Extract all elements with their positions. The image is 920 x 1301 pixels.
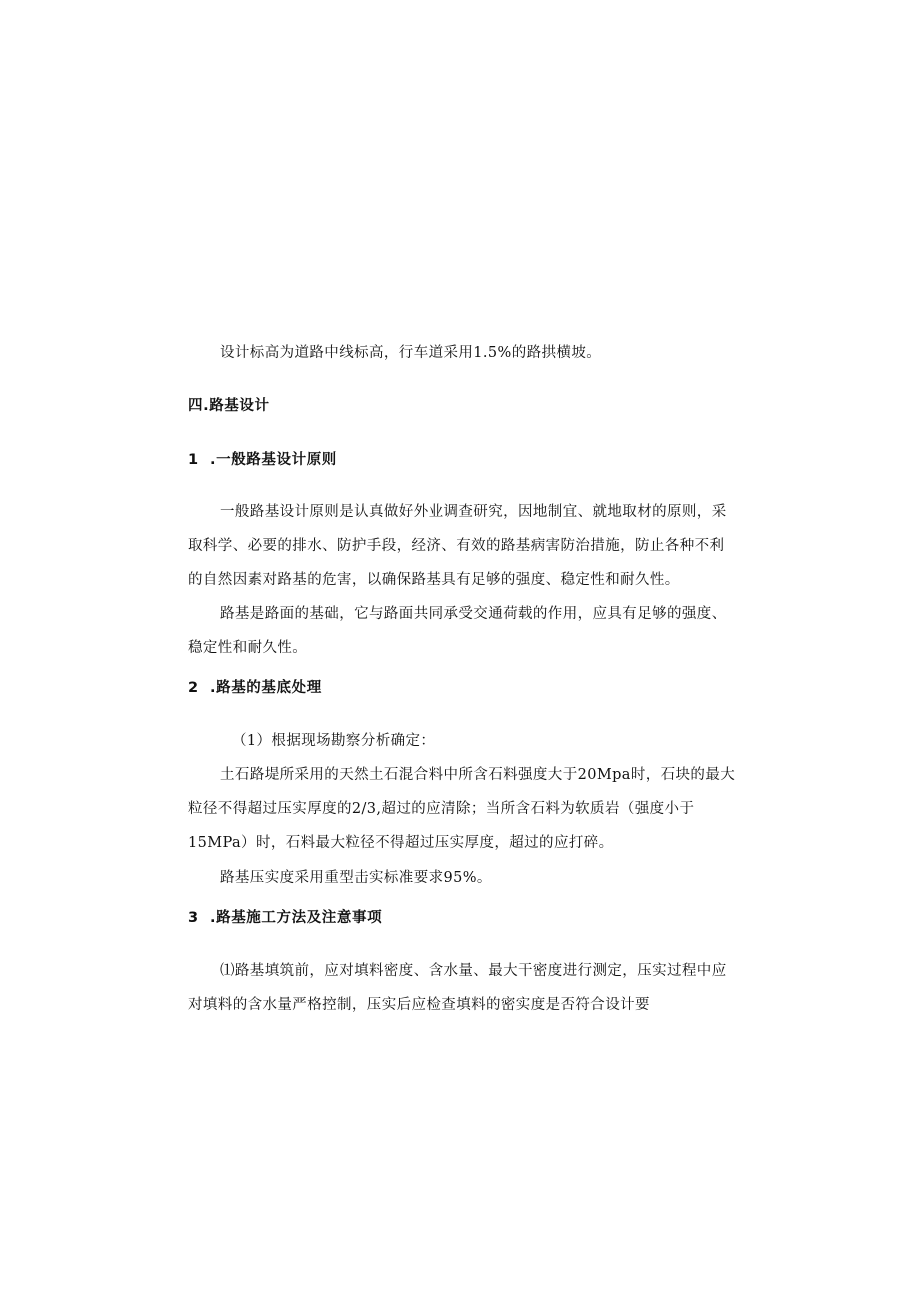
subsection-title: .路基的基底处理 [210,680,322,696]
subsection-number: 2 [188,680,199,696]
paragraph-foundation-line-1: 路基是路面的基础，它与路面共同承受交通荷载的作用，应具有足够的强度、 [220,606,727,622]
paragraph-survey-item: （1）根据现场勘察分析确定： [232,733,436,749]
paragraph-principles-line-1: 一般路基设计原则是认真做好外业调查研究，因地制宜、就地取材的原则，采 [220,504,727,520]
subsection-heading-general-principles [188,450,337,470]
subsection-number: 3 [188,910,199,926]
paragraph-compaction: 路基压实度采用重型击实标准要求95%。 [220,870,492,886]
paragraph-stone-line-3: 15MPa）时，石料最大粒径不得超过压实厚度，超过的应打碎。 [188,835,614,851]
subsection-heading-construction-method [188,908,382,928]
subsection-title: .一般路基设计原则 [210,452,337,468]
paragraph-method-line-2: 对填料的含水量严格控制，压实后应检查填料的密实度是否符合设计要 [188,997,650,1013]
paragraph-stone-line-1: 土石路堤所采用的天然土石混合料中所含石料强度大于20Mpa时，石块的最大 [220,767,736,783]
paragraph-road-slope: 设计标高为道路中线标高，行车道采用1.5%的路拱横坡。 [220,345,602,361]
paragraph-stone-line-2: 粒径不得超过压实厚度的2/3,超过的应清除；当所含石料为软质岩（强度小于 [188,801,695,817]
section-heading-subgrade-design: 四.路基设计 [188,398,270,414]
paragraph-principles-line-3: 的自然因素对路基的危害，以确保路基具有足够的强度、稳定性和耐久性。 [188,572,680,588]
paragraph-foundation-line-2: 稳定性和耐久性。 [188,640,308,656]
paragraph-principles-line-2: 取科学、必要的排水、防护手段，经济、有效的路基病害防治措施，防止各种不利 [188,538,725,554]
subsection-title: .路基施工方法及注意事项 [210,910,383,926]
subsection-heading-base-treatment [188,678,322,698]
paragraph-method-line-1: ⑴路基填筑前，应对填料密度、含水量、最大干密度进行测定，压实过程中应 [220,963,727,979]
subsection-number: 1 [188,452,199,468]
